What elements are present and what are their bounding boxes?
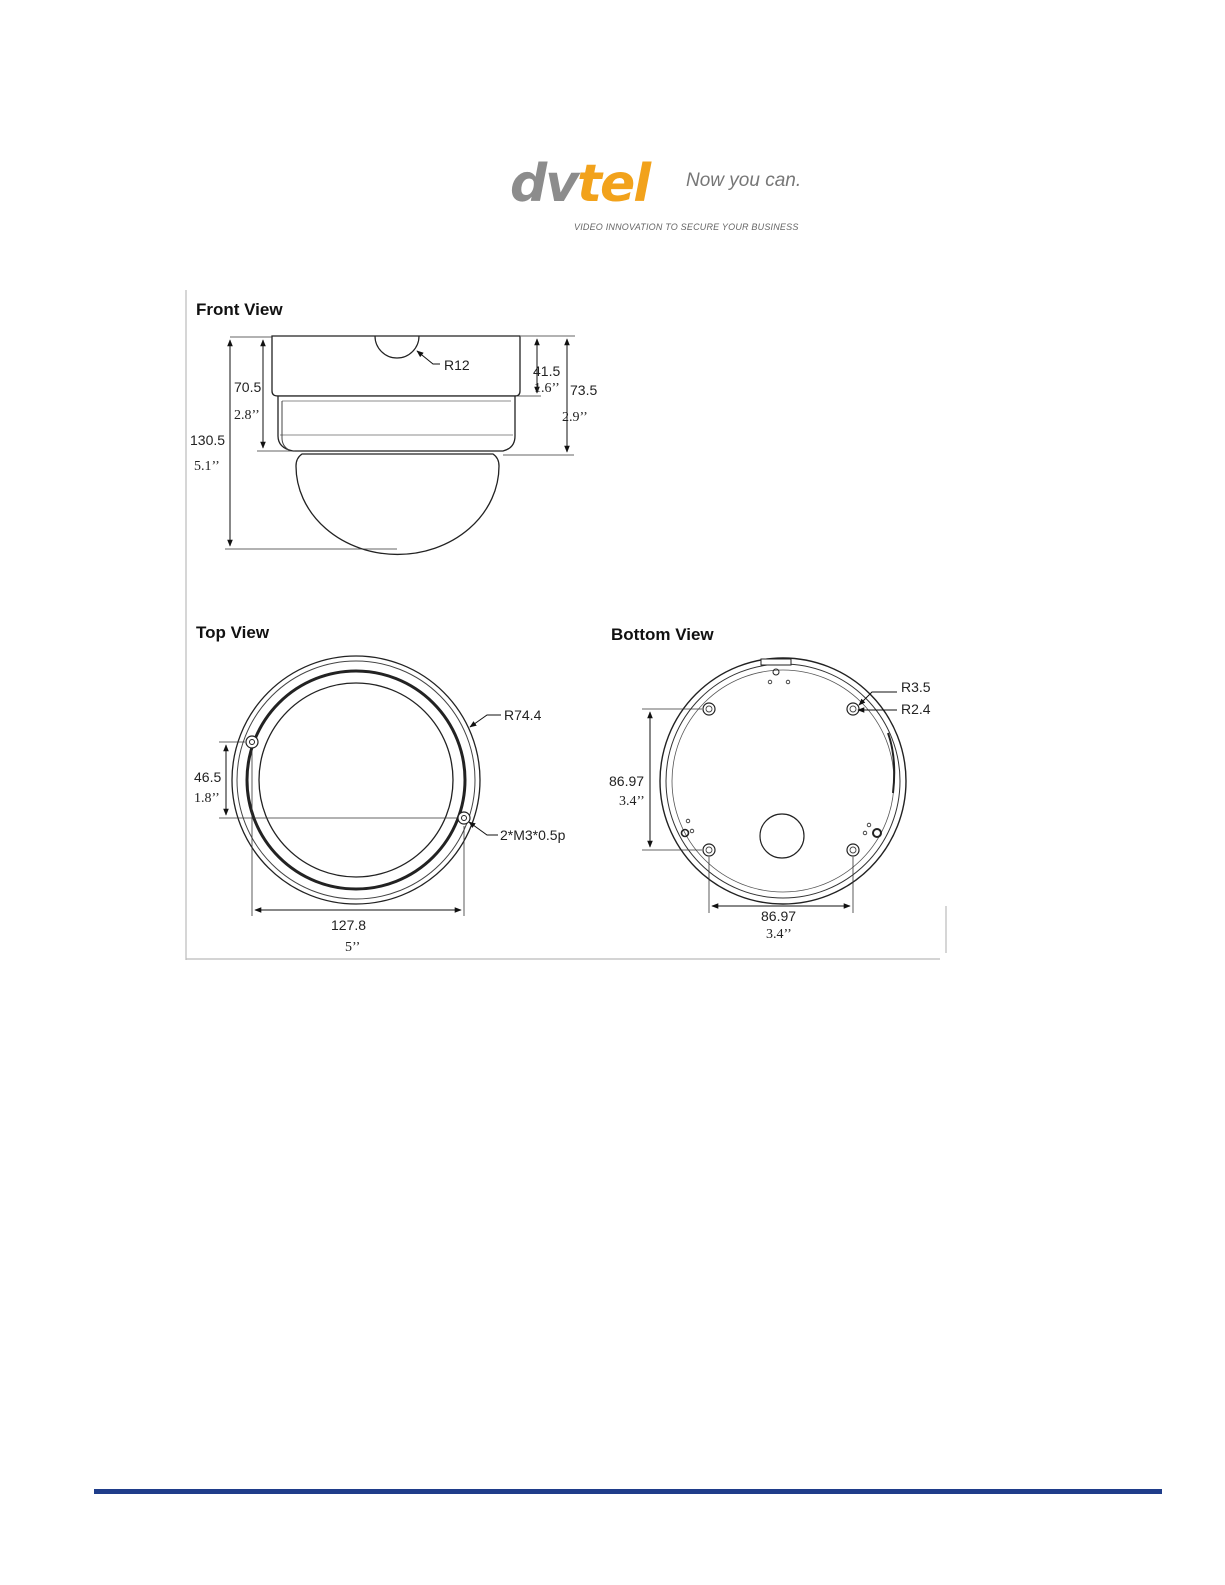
logo-tel: tel — [577, 154, 650, 214]
bottom-small-hole-a — [768, 680, 772, 684]
label-r24: R2.4 — [901, 701, 931, 717]
footer-rule — [94, 1489, 1162, 1494]
front-view — [190, 300, 597, 554]
front-view-title: Front View — [196, 300, 283, 319]
label-46-in: 1.8’’ — [194, 791, 220, 806]
label-41-mm: 41.5 — [533, 363, 561, 379]
label-screw: 2*M3*0.5p — [500, 827, 566, 843]
label-86v-in: 3.4’’ — [619, 794, 645, 809]
label-130-in: 5.1’’ — [194, 459, 220, 474]
housing-band — [278, 396, 515, 451]
dvtel-logo — [510, 150, 810, 240]
label-46-mm: 46.5 — [194, 769, 222, 785]
bottom-dot-right-a — [867, 823, 871, 827]
top-dome-window — [259, 683, 453, 877]
label-86h-mm: 86.97 — [761, 908, 797, 924]
label-70-in: 2.8’’ — [234, 408, 260, 423]
logo-dv: dv — [510, 154, 578, 214]
label-70-mm: 70.5 — [234, 379, 262, 395]
logo-tagline: VIDEO INNOVATION TO SECURE YOUR BUSINESS — [574, 222, 799, 232]
logo-wordmark — [510, 154, 649, 214]
bottom-screw-right — [873, 829, 881, 837]
mount-hole-bottom-left — [703, 844, 715, 856]
top-screw-hole-right — [458, 812, 470, 824]
bottom-view — [609, 625, 931, 942]
top-screw-hole-left — [246, 736, 258, 748]
label-73-in: 2.9’’ — [562, 410, 588, 425]
top-view — [194, 623, 566, 955]
label-130-mm: 130.5 — [190, 432, 226, 448]
label-86h-in: 3.4’’ — [766, 927, 792, 942]
bottom-dot-left-a — [686, 819, 690, 823]
bottom-top-notch — [761, 659, 791, 665]
screw-leader — [469, 822, 498, 835]
label-r74: R74.4 — [504, 707, 542, 723]
label-127-in: 5’’ — [345, 940, 361, 955]
label-r12: R12 — [444, 357, 470, 373]
bottom-cable-hole — [760, 814, 804, 858]
bottom-dot-right-b — [863, 831, 867, 835]
housing-top — [272, 336, 520, 396]
mount-hole-top-left — [703, 703, 715, 715]
label-86v-mm: 86.97 — [609, 773, 645, 789]
dimension-drawing-svg — [185, 288, 947, 960]
mount-hole-top-right — [847, 703, 859, 715]
label-r35: R3.5 — [901, 679, 931, 695]
mount-hole-bottom-right — [847, 844, 859, 856]
dimension-drawing — [185, 288, 947, 960]
bottom-view-title: Bottom View — [611, 625, 714, 644]
label-127-mm: 127.8 — [331, 917, 367, 933]
r74-leader — [470, 715, 501, 727]
top-view-title: Top View — [196, 623, 270, 642]
bottom-dot-left-b — [690, 829, 694, 833]
label-73-mm: 73.5 — [570, 382, 598, 398]
dome-bubble — [296, 454, 499, 554]
logo-slogan: Now you can. — [686, 170, 802, 191]
label-41-in: 1.6’’ — [534, 381, 560, 396]
bottom-small-hole-b — [786, 680, 790, 684]
